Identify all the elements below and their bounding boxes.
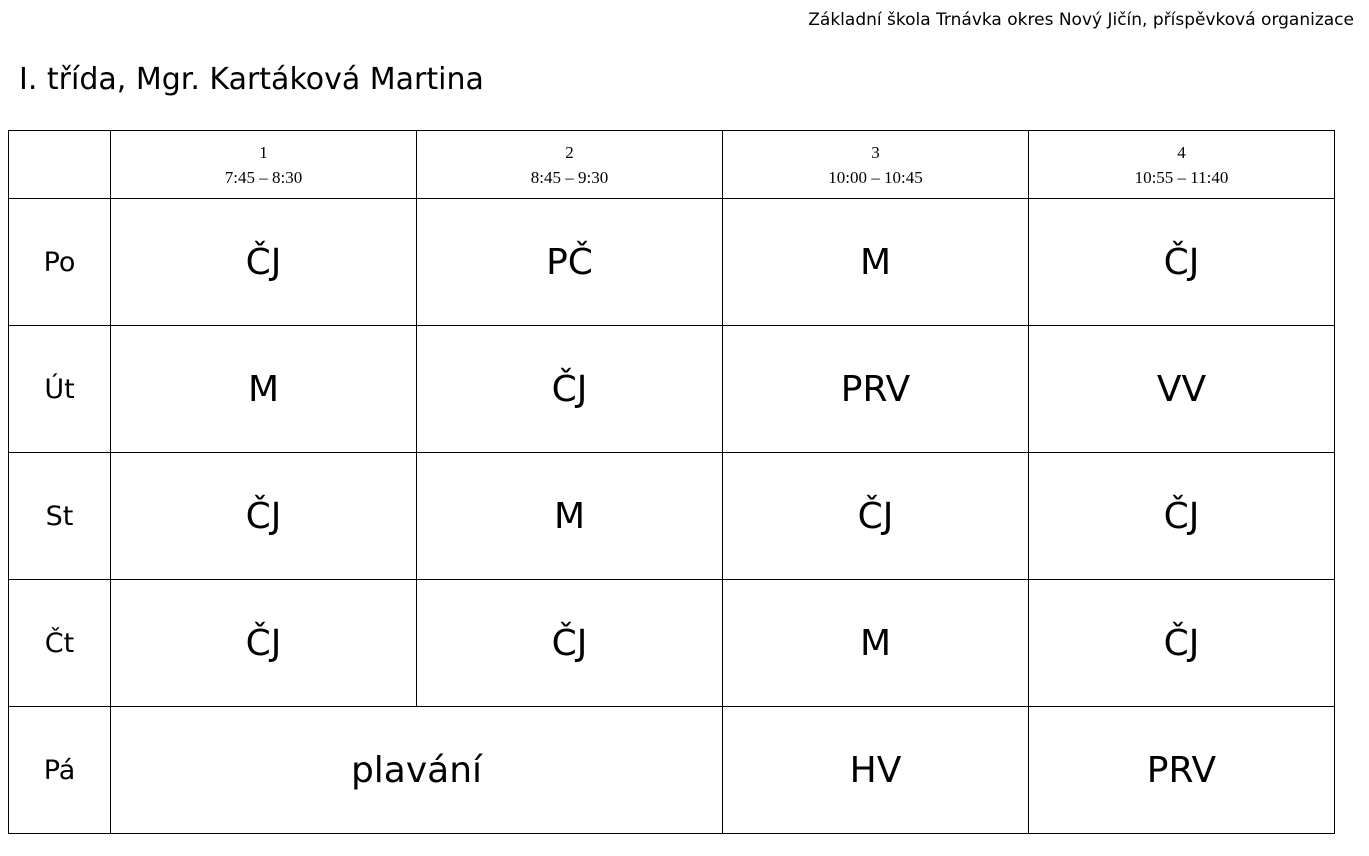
lesson-cell: HV	[723, 707, 1029, 834]
lesson-cell: PČ	[417, 199, 723, 326]
day-row-tuesday	[9, 326, 1335, 453]
period-number: 1	[259, 142, 268, 162]
timetable	[8, 130, 1335, 834]
period-header-1	[111, 131, 417, 199]
period-header-3	[723, 131, 1029, 199]
period-time: 7:45 – 8:30	[224, 167, 303, 187]
period-time: 10:55 – 11:40	[1134, 167, 1229, 187]
lesson-cell: ČJ	[111, 199, 417, 326]
school-name: Základní škola Trnávka okres Nový Jičín, příspěvková organizace	[808, 10, 1354, 30]
day-row-thursday	[9, 580, 1335, 707]
page-title: I. třída, Mgr. Kartáková Martina	[19, 62, 484, 97]
day-label: Čt	[9, 580, 111, 707]
period-header-4	[1029, 131, 1335, 199]
lesson-cell-double: plavání	[111, 707, 723, 834]
lesson-cell: ČJ	[1029, 580, 1335, 707]
period-number: 2	[565, 142, 574, 162]
day-row-friday	[9, 707, 1335, 834]
day-label: St	[9, 453, 111, 580]
period-header-2	[417, 131, 723, 199]
lesson-cell: ČJ	[723, 453, 1029, 580]
corner-cell	[9, 131, 111, 199]
lesson-cell: M	[417, 453, 723, 580]
period-number: 3	[871, 142, 880, 162]
lesson-cell: PRV	[1029, 707, 1335, 834]
period-time: 8:45 – 9:30	[530, 167, 609, 187]
lesson-cell: ČJ	[111, 453, 417, 580]
day-row-wednesday	[9, 453, 1335, 580]
lesson-cell: ČJ	[417, 580, 723, 707]
lesson-cell: ČJ	[111, 580, 417, 707]
lesson-cell: ČJ	[1029, 453, 1335, 580]
day-label: Pá	[9, 707, 111, 834]
lesson-cell: M	[723, 580, 1029, 707]
period-time: 10:00 – 10:45	[828, 167, 923, 187]
day-label: Út	[9, 326, 111, 453]
day-row-monday	[9, 199, 1335, 326]
lesson-cell: M	[723, 199, 1029, 326]
lesson-cell: M	[111, 326, 417, 453]
period-number: 4	[1177, 142, 1186, 162]
header-row	[9, 131, 1335, 199]
lesson-cell: VV	[1029, 326, 1335, 453]
lesson-cell: ČJ	[1029, 199, 1335, 326]
day-label: Po	[9, 199, 111, 326]
lesson-cell: ČJ	[417, 326, 723, 453]
lesson-cell: PRV	[723, 326, 1029, 453]
